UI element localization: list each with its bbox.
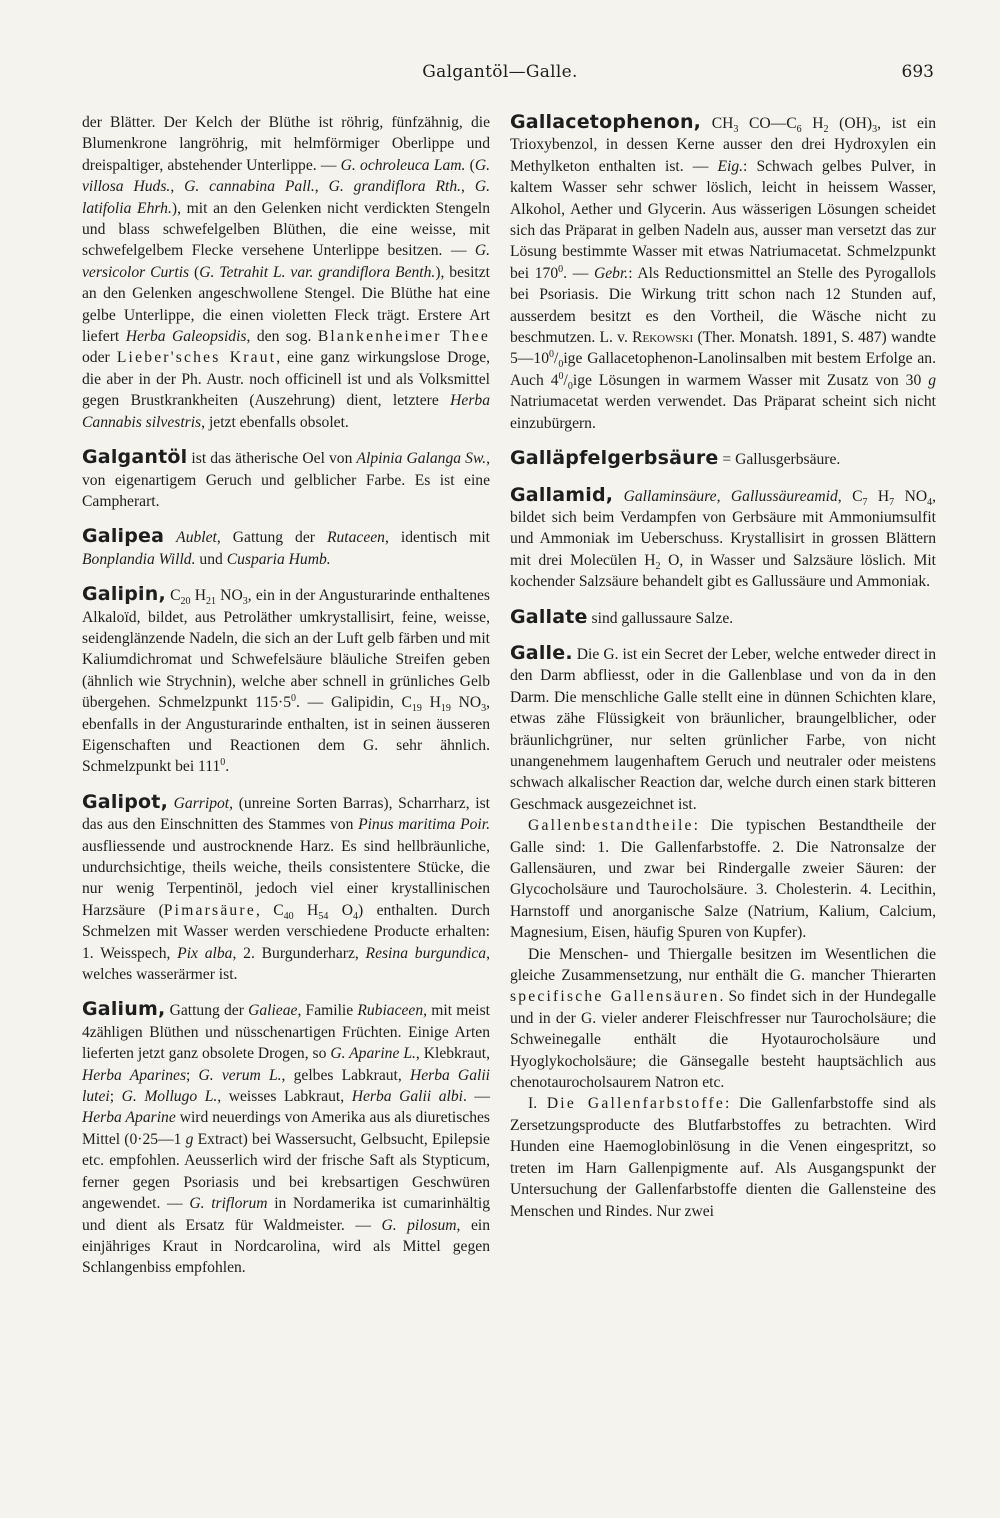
entry-galipea (82, 526, 490, 570)
running-title: Galgantöl—Galle. (422, 62, 578, 82)
entry-text: der Blätter. Der Kelch der Blüthe ist röhrig, fünfzähnig, die Blumenkrone langröhrig, mit helmförmiger Oberlippe und dreispaltiger, abstehender Unterlippe. — G. ochroleuca Lam. (G. villosa Huds., G. cannabina Pall., G. grandiflora Rth., G. latifolia Ehrh.), mit an den Gelenken nicht verdickten Stengeln und blass schwefelgelben Blüthen, die eine weisse, mit schwefelgelbem Flecke versehene Unterlippe besitzen. — G. versicolor Curtis (G. Tetrahit L. var. grandiflora Benth.), besitzt an den Gelenken angeschwollene Stengel. Die Blüthe hat eine gelbe Unterlippe, die einen violetten Fleck trägt. Erstere Art liefert Herba Galeopsidis, den sog. Blankenheimer Thee oder Lieber'sches Kraut, eine ganz wirkungslose Droge, die aber in der Ph. Austr. noch officinell ist und als Volksmittel gegen Brustkrankheiten (Auszehrung) dient, letztere Herba Cannabis silvestris, jetzt ebenfalls obsolet. (82, 114, 491, 431)
entry-headword: Gallamid, (510, 483, 614, 506)
entry-gallaepfelgerbsaeure (510, 448, 936, 470)
entry-gallacetophenon (510, 112, 936, 434)
entry-galium (82, 999, 490, 1278)
entry-galgantoel (82, 447, 490, 512)
entry-text: Gallamid, Gallaminsäure, Gallussäureamid, $C_7$ $H_7$ $NO_4$, bildet sich beim Verdampfen von Gerbsäure mit Ammoniumsulfit und Ammoniak im Ueberschuss. Krystallisirt in grossen Blättern mit drei Molecülen $H_2$ O, in Wasser und Salzsäure löslich. Mit kochender Salzsäure behandelt gibt es Gallussäure und Ammoniak. (510, 483, 936, 591)
entry-headword: Galium, (82, 998, 166, 1021)
entry-text: Gallenbestandtheile: Die typischen Bestandtheile der Galle sind: 1. Die Gallenfarbstoffe. 2. Die Natronsalze der Gallensäuren, und zwar bei Rindergalle zweier Säuren: der Glycocholsäure und Taurocholsäure. 3. Cholesterin. 4. Lecithin, Harnstoff und anorganische Salze (Natrium, Kalium, Calcium, Magnesium, Eisen, häufig Spuren von Kupfer). (510, 817, 936, 942)
entry-headword: Galgantöl (82, 446, 188, 469)
entry-gallamid (510, 485, 936, 593)
page-number: 693 (901, 62, 934, 82)
right-column (510, 112, 936, 1222)
entry-galle (510, 643, 936, 1222)
entry-text: Galipot, Garripot, (unreine Sorten Barras), Scharrharz, ist das aus den Einschnitten des Stammes von Pinus maritima Poir. ausfliessende und austrocknende Harz. Es sind hellbräunliche, undurchsichtige, theils weiche, theils consistentere Stücke, die nur wenig Terpentinöl, jedoch viel einer krystallinischen Harzsäure (Pimarsäure, $C_{40}$ $H_{54}$ $O_4$) enthalten. Durch Schmelzen mit Wasser werden verschiedene Producte erhalten: 1. Weisspech, Pix alba, 2. Burgunderharz, Resina burgundica, welches wasserärmer ist. (82, 790, 491, 984)
entry-gallate (510, 607, 936, 629)
entry-headword: Galle. (510, 641, 573, 664)
left-column (82, 112, 490, 1279)
entry-galipin (82, 584, 490, 778)
entry-text: Gallacetophenon, $CH_3$ $CO—C_6$ $H_2$ $(OH)_3$, ist ein Trioxybenzol, in dessen Kerne ausser den drei Hydroxylen ein Methylketon enthalten ist. — Eig.: Schwach gelbes Pulver, in kaltem Wasser sehr schwer löslich, leicht in heissem Wasser, Alkohol, Aether und Glycerin. Aus wässerigen Lösungen scheidet sich das Präparat in gelben Nadeln aus, ausser man versetzt das zur Lösung bestimmte Wasser mit etwas Natriumacetat. Schmelzpunkt bei $170^0$. — Gebr.: Als Reductionsmittel an Stelle des Pyrogallols bei Psoriasis. Die Wirkung tritt schon nach 12 Stunden auf, ausserdem besitzt es den Vortheil, die Wäsche nicht zu beschmutzen. L. v. Rekowski (Ther. Monatsh. 1891, S. 487) wandte $5—10^0/_0ige$ Gallacetophenon-Lanolinsalben mit bestem Erfolge an. Auch $4^0/_0ige$ Lösungen in warmem Wasser mit Zusatz von 30 g Natriumacetat werden verwendet. Das Präparat scheint sich nicht einzubürgern. (510, 111, 936, 432)
entry-text: Galipea Aublet, Gattung der Rutaceen, identisch mit Bonplandia Willd. und Cusparia Humb. (82, 525, 490, 568)
entry-text: Galgantöl ist das ätherische Oel von Alpinia Galanga Sw., von eigenartigem Geruch und gelblicher Farbe. Es ist eine Campherart. (82, 446, 490, 510)
entry-headword: Gallacetophenon, (510, 111, 702, 133)
entry-text: Galle. Die G. ist ein Secret der Leber, welche entweder direct in den Darm abfliesst, oder in die Gallenblase und von da in den Darm. Die menschliche Galle stellt eine in dünnen Schichten klare, etwas zähe Flüssigkeit von bräunlicher, braungelblicher, oder bräunlichgrüner, nur selten grünlicher Farbe, von nicht unangenehmem laugenhaftem Geruch und neutraler oder meistens schwach alkalischer Reaction dar, welche durch einen stark bitteren Geschmack ausgezeichnet ist. (510, 641, 936, 813)
entry-text: Galipin, $C_{20}$ $H_{21}$ $NO_3$, ein in der Angusturarinde enthaltenes Alkaloïd, bildet, aus Petroläther umkrystallisirt, feine, weisse, seidenglänzende Nadeln, die sich an der Luft gelb färben und mit Kaliumdichromat und Schwefelsäure bläuliche Streifen geben (ähnlich wie Strychnin), welche aber schnell in grünliches Gelb übergehen. Schmelzpunkt $115\cdot 5^0$. — Galipidin, $C_{19}$ $H_{19}$ $NO_3$, ebenfalls in der Angusturarinde enthalten, ist in seinen äusseren Eigenschaften und Reactionen dem G. sehr ähnlich. Schmelzpunkt bei $111^0$. (82, 583, 491, 776)
entry-text: Galläpfelgerbsäure = Gallusgerbsäure. (510, 447, 841, 470)
entry-text: Die Menschen- und Thiergalle besitzen im Wesentlichen die gleiche Zusammensetzung, nur enthält die G. mancher Thierarten specifische Gallensäuren. So findet sich in der Hundegalle und in der G. vieler anderer Fleischfresser nur Taurocholsäure; die Schweinegalle enthält die Hyotaurocholsäure und Hyoglykocholsäure; die Gänsegalle besteht hauptsächlich aus chenotaurocholsaurem Natron etc. (510, 945, 936, 1092)
entry-continuation (82, 112, 490, 433)
entry-text: Galium, Gattung der Galieae, Familie Rubiaceen, mit meist 4zähligen Blüthen und nüsschenartigen Früchten. Einige Arten lieferten jetzt ganz obsolete Drogen, so G. Aparine L., Klebkraut, Herba Aparines; G. verum L., gelbes Labkraut, Herba Galii lutei; G. Mollugo L., weisses Labkraut, Herba Galii albi. — Herba Aparine wird neuerdings von Amerika aus als diuretisches Mittel (0·25—1 g Extract) bei Wassersucht, Gelbsucht, Epilepsie etc. empfohlen. Aeusserlich wird der frische Saft als Stypticum, ferner gegen Psoriasis und bei krebsartigen Geschwüren angewendet. — G. triflorum in Nordamerika ist cumarinhältig und dient als Ersatz für Waldmeister. — G. pilosum, ein einjähriges Kraut in Nordcarolina, wird als Mittel gegen Schlangenbiss empfohlen. (82, 998, 491, 1277)
entry-galipot (82, 792, 490, 986)
entry-headword: Galipot, (82, 790, 168, 813)
entry-headword: Gallate (510, 605, 588, 628)
entry-text: I. Die Gallenfarbstoffe: Die Gallenfarbstoffe sind als Zersetzungsproducte des Blutfarbstoffes zu betrachten. Wird Hunden eine Haemoglobinlösung in die Venen eingespritzt, so treten im Harn Gallenpigmente auf. Als Ausgangspunkt der Untersuchung der Gallenfarbstoffe dienten die Gallensteine des Menschen und Rindes. Nur zwei (510, 1095, 937, 1220)
entry-text: Gallate sind gallussaure Salze. (510, 605, 734, 628)
entry-headword: Galipin, (82, 583, 166, 606)
entry-headword: Galipea (82, 525, 165, 548)
entry-headword: Galläpfelgerbsäure (510, 447, 719, 470)
